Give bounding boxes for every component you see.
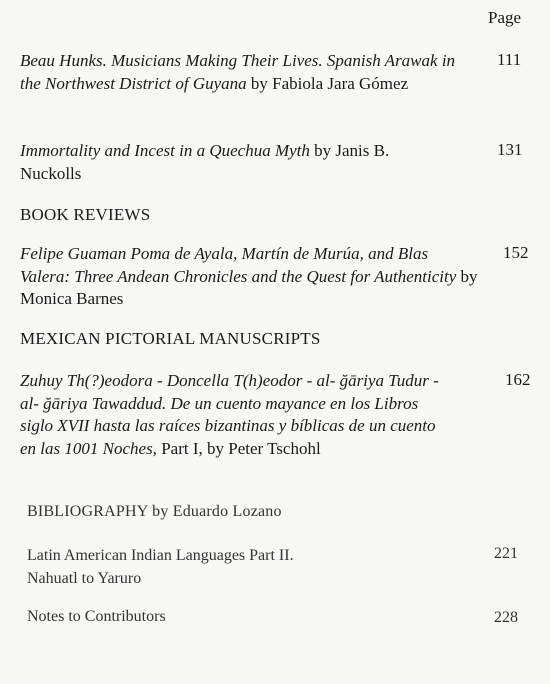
entry-author: by Fabiola Jara Gómez <box>246 73 409 93</box>
section-heading: MEXICAN PICTORIAL MANUSCRIPTS <box>20 329 321 348</box>
entry-page-number: 131 <box>497 140 523 159</box>
toc-entry[interactable] <box>20 140 440 185</box>
entry-title: Notes to Contributors <box>27 608 166 625</box>
review-entry[interactable] <box>20 243 480 311</box>
entry-page-number: 228 <box>494 609 518 626</box>
toc-entry[interactable] <box>20 50 460 95</box>
entry-page-number: 152 <box>503 243 529 262</box>
section-heading: BIBLIOGRAPHY by Eduardo Lozano <box>27 503 282 520</box>
entry-title: Felipe Guaman Poma de Ayala, Martín de Murúa, and Blas Valera: Three Andean Chronicles and the Quest for Authenticity <box>20 244 457 286</box>
entry-page-number: 162 <box>505 370 531 389</box>
bibliography-entry[interactable] <box>27 606 337 629</box>
entry-author: by Monica Barnes <box>20 266 478 308</box>
entry-title: Beau Hunks. Musicians Making Their Lives. Spanish Arawak in the Northwest District of Guyana <box>20 51 456 93</box>
entry-title: Immortality and Incest in a Quechua Myth <box>20 141 310 160</box>
entry-author: by Janis B. Nuckolls <box>20 141 390 183</box>
entry-page-number: 221 <box>494 545 518 562</box>
entry-author: Part I, by Peter Tschohl <box>156 438 321 458</box>
page-column-label: Page <box>488 8 522 27</box>
entry-title: Latin American Indian Languages Part II. Nahuatl to Yaruro <box>27 547 294 587</box>
manuscript-entry[interactable] <box>20 370 455 460</box>
bibliography-entry[interactable] <box>27 545 337 590</box>
section-heading: BOOK REVIEWS <box>20 205 151 224</box>
entry-title: Zuhuy Th(?)eodora - Doncella T(h)eodor - al- ğāriya Tudur - al- ğāriya Tawaddud. De un cuento mayance en los Libros siglo XVII hasta las raíces bizantinas y bíblicas de un cuento en las 1001 Noches, <box>20 371 439 458</box>
entry-page-number: 111 <box>497 50 522 69</box>
